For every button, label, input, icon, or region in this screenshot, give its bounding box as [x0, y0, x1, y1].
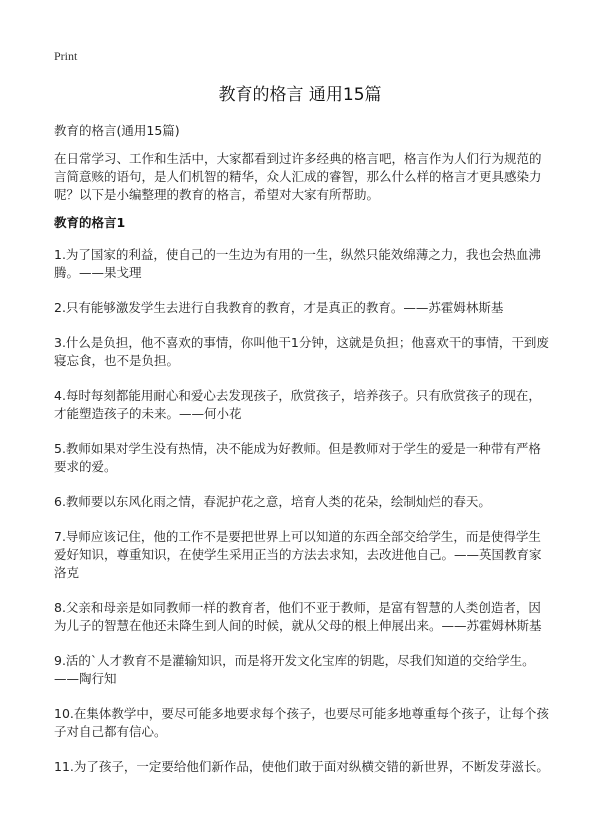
quote-item: 5.教师如果对学生没有热情，决不能成为好教师。但是教师对于学生的爱是一种带有严格要求的爱。 — [54, 441, 541, 474]
page-title: 教育的格言 通用15篇 — [218, 85, 382, 105]
quote-item: 11.为了孩子，一定要给他们新作品，使他们敢于面对纵横交错的新世界，不断发芽滋长。 — [54, 759, 549, 774]
quote-item: 10.在集体教学中，要尽可能多地要求每个孩子，也要尽可能多地尊重每个孩子，让每个孩子对自己都有信心。 — [54, 706, 549, 739]
print-link[interactable]: Print — [54, 49, 78, 63]
quote-item: 4.每时每刻都能用耐心和爱心去发现孩子，欣赏孩子，培养孩子。只有欣赏孩子的现在，才能塑造孩子的未来。——何小花 — [54, 388, 541, 421]
quote-item: 6.教师要以东风化雨之情，春泥护花之意，培育人类的花朵，绘制灿烂的春天。 — [54, 494, 491, 509]
quote-item: 1.为了国家的利益，使自己的一生边为有用的一生，纵然只能效绵薄之力，我也会热血沸腾。——果戈理 — [54, 247, 541, 280]
quote-item: 2.只有能够激发学生去进行自我教育的教育，才是真正的教育。——苏霍姆林斯基 — [54, 300, 504, 315]
quote-item: 7.导师应该记住，他的工作不是要把世界上可以知道的东西全部交给学生，而是使得学生爱好知识，尊重知识，在使学生采用正当的方法去求知，去改进他自己。——英国教育家洛克 — [54, 529, 542, 580]
section-heading: 教育的格言1 — [54, 215, 126, 230]
quote-list — [54, 246, 550, 793]
document-subtitle: 教育的格言(通用15篇) — [54, 123, 180, 138]
intro-paragraph: 在日常学习、工作和生活中，大家都看到过许多经典的格言吧，格言作为人们行为规范的言简意赅的语句，是人们机智的精华，众人汇成的睿智，那么什么样的格言才更具感染力呢？以下是小编整理的教育的格言，希望对大家有所帮助。 — [54, 151, 542, 202]
quote-item: 9.活的`人才教育不是灌输知识，而是将开发文化宝库的钥匙，尽我们知道的交给学生。——陶行知 — [54, 653, 535, 686]
quote-item: 8.父亲和母亲是如同教师一样的教育者，他们不亚于教师，是富有智慧的人类创造者，因为儿子的智慧在他还未降生到人间的时候，就从父母的根上伸展出来。——苏霍姆林斯基 — [54, 600, 542, 633]
quote-item: 3.什么是负担，他不喜欢的事情，你叫他干1分钟，这就是负担；他喜欢干的事情，干到废寝忘食，也不是负担。 — [54, 335, 549, 368]
